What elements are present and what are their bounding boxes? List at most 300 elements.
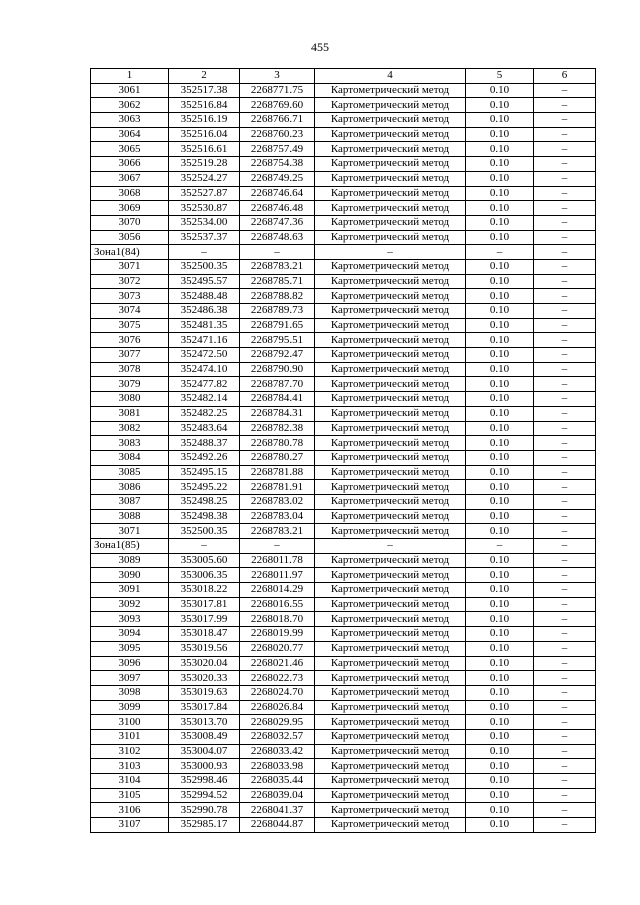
x-coordinate-cell: 352516.61 xyxy=(169,142,240,157)
table-row xyxy=(91,421,596,436)
method-cell: Картометрический метод xyxy=(315,392,466,407)
y-coordinate-cell: 2268747.36 xyxy=(240,215,315,230)
accuracy-cell: 0.10 xyxy=(466,421,534,436)
accuracy-cell: 0.10 xyxy=(466,774,534,789)
note-cell: – xyxy=(534,245,596,260)
x-coordinate-cell: – xyxy=(169,245,240,260)
y-coordinate-cell: 2268795.51 xyxy=(240,333,315,348)
x-coordinate-cell: 352516.19 xyxy=(169,113,240,128)
method-cell: Картометрический метод xyxy=(315,568,466,583)
method-cell: Картометрический метод xyxy=(315,715,466,730)
y-coordinate-cell: 2268783.21 xyxy=(240,259,315,274)
note-cell: – xyxy=(534,671,596,686)
table-row xyxy=(91,715,596,730)
y-coordinate-cell: 2268789.73 xyxy=(240,304,315,319)
note-cell: – xyxy=(534,685,596,700)
note-cell: – xyxy=(534,201,596,216)
point-number-cell: 3064 xyxy=(91,127,169,142)
point-number-cell: 3100 xyxy=(91,715,169,730)
method-cell: Картометрический метод xyxy=(315,215,466,230)
x-coordinate-cell: 352474.10 xyxy=(169,362,240,377)
column-header-2: 2 xyxy=(169,69,240,84)
x-coordinate-cell: 352472.50 xyxy=(169,348,240,363)
note-cell: – xyxy=(534,583,596,598)
point-number-cell: 3103 xyxy=(91,759,169,774)
note-cell: – xyxy=(534,215,596,230)
x-coordinate-cell: 352495.15 xyxy=(169,465,240,480)
y-coordinate-cell: 2268788.82 xyxy=(240,289,315,304)
y-coordinate-cell: 2268033.98 xyxy=(240,759,315,774)
point-number-cell: 3086 xyxy=(91,480,169,495)
note-cell: – xyxy=(534,553,596,568)
y-coordinate-cell: 2268033.42 xyxy=(240,744,315,759)
y-coordinate-cell: 2268792.47 xyxy=(240,348,315,363)
page-number: 455 xyxy=(311,40,329,54)
point-number-cell: 3087 xyxy=(91,494,169,509)
point-number-cell: 3056 xyxy=(91,230,169,245)
y-coordinate-cell: 2268016.55 xyxy=(240,597,315,612)
method-cell: Картометрический метод xyxy=(315,656,466,671)
method-cell: Картометрический метод xyxy=(315,377,466,392)
point-number-cell: 3106 xyxy=(91,803,169,818)
x-coordinate-cell: 352498.38 xyxy=(169,509,240,524)
y-coordinate-cell: 2268771.75 xyxy=(240,83,315,98)
y-coordinate-cell: 2268785.71 xyxy=(240,274,315,289)
note-cell: – xyxy=(534,289,596,304)
point-number-cell: 3091 xyxy=(91,583,169,598)
zone-label-cell: Зона1(84) xyxy=(91,245,169,260)
y-coordinate-cell: 2268787.70 xyxy=(240,377,315,392)
accuracy-cell: 0.10 xyxy=(466,818,534,833)
method-cell: Картометрический метод xyxy=(315,289,466,304)
method-cell: Картометрический метод xyxy=(315,700,466,715)
note-cell: – xyxy=(534,392,596,407)
y-coordinate-cell: 2268783.04 xyxy=(240,509,315,524)
table-row xyxy=(91,759,596,774)
y-coordinate-cell: 2268757.49 xyxy=(240,142,315,157)
point-number-cell: 3075 xyxy=(91,318,169,333)
y-coordinate-cell: 2268791.65 xyxy=(240,318,315,333)
accuracy-cell: 0.10 xyxy=(466,83,534,98)
table-row xyxy=(91,774,596,789)
method-cell: Картометрический метод xyxy=(315,127,466,142)
table-row xyxy=(91,788,596,803)
point-number-cell: 3074 xyxy=(91,304,169,319)
accuracy-cell: 0.10 xyxy=(466,788,534,803)
method-cell: Картометрический метод xyxy=(315,142,466,157)
x-coordinate-cell: 352524.27 xyxy=(169,171,240,186)
note-cell: – xyxy=(534,348,596,363)
y-coordinate-cell: 2268783.21 xyxy=(240,524,315,539)
x-coordinate-cell: 353017.84 xyxy=(169,700,240,715)
point-number-cell: 3090 xyxy=(91,568,169,583)
accuracy-cell: 0.10 xyxy=(466,377,534,392)
accuracy-cell: 0.10 xyxy=(466,127,534,142)
method-cell: Картометрический метод xyxy=(315,465,466,480)
accuracy-cell: 0.10 xyxy=(466,333,534,348)
note-cell: – xyxy=(534,729,596,744)
table-row xyxy=(91,304,596,319)
accuracy-cell: 0.10 xyxy=(466,392,534,407)
x-coordinate-cell: 352483.64 xyxy=(169,421,240,436)
method-cell: Картометрический метод xyxy=(315,818,466,833)
method-cell: Картометрический метод xyxy=(315,524,466,539)
point-number-cell: 3076 xyxy=(91,333,169,348)
zone-header-row xyxy=(91,539,596,554)
method-cell: Картометрический метод xyxy=(315,230,466,245)
table-row xyxy=(91,215,596,230)
accuracy-cell: 0.10 xyxy=(466,142,534,157)
accuracy-cell: 0.10 xyxy=(466,274,534,289)
method-cell: Картометрический метод xyxy=(315,671,466,686)
method-cell: Картометрический метод xyxy=(315,759,466,774)
accuracy-cell: 0.10 xyxy=(466,685,534,700)
table-row xyxy=(91,803,596,818)
point-number-cell: 3062 xyxy=(91,98,169,113)
y-coordinate-cell: 2268754.38 xyxy=(240,157,315,172)
x-coordinate-cell: 352537.37 xyxy=(169,230,240,245)
point-number-cell: 3079 xyxy=(91,377,169,392)
point-number-cell: 3069 xyxy=(91,201,169,216)
y-coordinate-cell: 2268029.95 xyxy=(240,715,315,730)
table-row xyxy=(91,436,596,451)
table-row xyxy=(91,744,596,759)
accuracy-cell: 0.10 xyxy=(466,715,534,730)
zone-header-row xyxy=(91,245,596,260)
point-number-cell: 3061 xyxy=(91,83,169,98)
accuracy-cell: 0.10 xyxy=(466,671,534,686)
accuracy-cell: 0.10 xyxy=(466,406,534,421)
x-coordinate-cell: 353019.56 xyxy=(169,641,240,656)
table-row xyxy=(91,509,596,524)
note-cell: – xyxy=(534,362,596,377)
table-row xyxy=(91,259,596,274)
column-header-1: 1 xyxy=(91,69,169,84)
note-cell: – xyxy=(534,333,596,348)
table-row xyxy=(91,494,596,509)
accuracy-cell: 0.10 xyxy=(466,171,534,186)
accuracy-cell: 0.10 xyxy=(466,803,534,818)
point-number-cell: 3104 xyxy=(91,774,169,789)
note-cell: – xyxy=(534,450,596,465)
x-coordinate-cell: 352516.84 xyxy=(169,98,240,113)
table-row xyxy=(91,406,596,421)
x-coordinate-cell: 353018.22 xyxy=(169,583,240,598)
method-cell: Картометрический метод xyxy=(315,641,466,656)
method-cell: Картометрический метод xyxy=(315,304,466,319)
accuracy-cell: 0.10 xyxy=(466,494,534,509)
y-coordinate-cell: 2268041.37 xyxy=(240,803,315,818)
table-row xyxy=(91,186,596,201)
column-header-4: 4 xyxy=(315,69,466,84)
table-row xyxy=(91,700,596,715)
accuracy-cell: 0.10 xyxy=(466,304,534,319)
note-cell: – xyxy=(534,627,596,642)
table-row xyxy=(91,171,596,186)
point-number-cell: 3071 xyxy=(91,259,169,274)
note-cell: – xyxy=(534,259,596,274)
method-cell: Картометрический метод xyxy=(315,421,466,436)
x-coordinate-cell: 353013.70 xyxy=(169,715,240,730)
point-number-cell: 3068 xyxy=(91,186,169,201)
y-coordinate-cell: 2268044.87 xyxy=(240,818,315,833)
accuracy-cell: 0.10 xyxy=(466,465,534,480)
note-cell: – xyxy=(534,803,596,818)
table-row xyxy=(91,729,596,744)
accuracy-cell: 0.10 xyxy=(466,186,534,201)
accuracy-cell: 0.10 xyxy=(466,568,534,583)
y-coordinate-cell: 2268760.23 xyxy=(240,127,315,142)
x-coordinate-cell: 352498.25 xyxy=(169,494,240,509)
note-cell: – xyxy=(534,465,596,480)
y-coordinate-cell: 2268781.88 xyxy=(240,465,315,480)
x-coordinate-cell: 353017.81 xyxy=(169,597,240,612)
note-cell: – xyxy=(534,171,596,186)
y-coordinate-cell: 2268026.84 xyxy=(240,700,315,715)
table-row xyxy=(91,392,596,407)
method-cell: Картометрический метод xyxy=(315,98,466,113)
note-cell: – xyxy=(534,715,596,730)
accuracy-cell: 0.10 xyxy=(466,436,534,451)
y-coordinate-cell: 2268021.46 xyxy=(240,656,315,671)
accuracy-cell: 0.10 xyxy=(466,230,534,245)
x-coordinate-cell: 352994.52 xyxy=(169,788,240,803)
point-number-cell: 3072 xyxy=(91,274,169,289)
method-cell: Картометрический метод xyxy=(315,450,466,465)
accuracy-cell: 0.10 xyxy=(466,201,534,216)
note-cell: – xyxy=(534,700,596,715)
method-cell: Картометрический метод xyxy=(315,583,466,598)
point-number-cell: 3084 xyxy=(91,450,169,465)
note-cell: – xyxy=(534,788,596,803)
table-row xyxy=(91,450,596,465)
x-coordinate-cell: 352481.35 xyxy=(169,318,240,333)
note-cell: – xyxy=(534,744,596,759)
y-coordinate-cell: 2268748.63 xyxy=(240,230,315,245)
method-cell: Картометрический метод xyxy=(315,553,466,568)
note-cell: – xyxy=(534,436,596,451)
x-coordinate-cell: 352495.22 xyxy=(169,480,240,495)
method-cell: Картометрический метод xyxy=(315,171,466,186)
accuracy-cell: 0.10 xyxy=(466,157,534,172)
note-cell: – xyxy=(534,406,596,421)
note-cell: – xyxy=(534,509,596,524)
y-coordinate-cell: 2268784.41 xyxy=(240,392,315,407)
accuracy-cell: 0.10 xyxy=(466,744,534,759)
accuracy-cell: 0.10 xyxy=(466,612,534,627)
y-coordinate-cell: – xyxy=(240,245,315,260)
table-body xyxy=(91,83,596,832)
point-number-cell: 3083 xyxy=(91,436,169,451)
table-row xyxy=(91,568,596,583)
note-cell: – xyxy=(534,818,596,833)
point-number-cell: 3085 xyxy=(91,465,169,480)
point-number-cell: 3102 xyxy=(91,744,169,759)
method-cell: Картометрический метод xyxy=(315,612,466,627)
x-coordinate-cell: 352516.04 xyxy=(169,127,240,142)
table-row xyxy=(91,656,596,671)
note-cell: – xyxy=(534,127,596,142)
y-coordinate-cell: 2268011.78 xyxy=(240,553,315,568)
table-row xyxy=(91,685,596,700)
accuracy-cell: 0.10 xyxy=(466,700,534,715)
y-coordinate-cell: 2268769.60 xyxy=(240,98,315,113)
note-cell: – xyxy=(534,113,596,128)
table-row xyxy=(91,318,596,333)
note-cell: – xyxy=(534,377,596,392)
x-coordinate-cell: 352990.78 xyxy=(169,803,240,818)
table-row xyxy=(91,362,596,377)
y-coordinate-cell: 2268019.99 xyxy=(240,627,315,642)
point-number-cell: 3101 xyxy=(91,729,169,744)
note-cell: – xyxy=(534,568,596,583)
x-coordinate-cell: 353006.35 xyxy=(169,568,240,583)
table-row xyxy=(91,524,596,539)
method-cell: Картометрический метод xyxy=(315,157,466,172)
x-coordinate-cell: 352527.87 xyxy=(169,186,240,201)
y-coordinate-cell: 2268018.70 xyxy=(240,612,315,627)
point-number-cell: 3081 xyxy=(91,406,169,421)
point-number-cell: 3096 xyxy=(91,656,169,671)
y-coordinate-cell: 2268746.64 xyxy=(240,186,315,201)
accuracy-cell: 0.10 xyxy=(466,362,534,377)
method-cell: Картометрический метод xyxy=(315,201,466,216)
y-coordinate-cell: 2268032.57 xyxy=(240,729,315,744)
y-coordinate-cell: 2268039.04 xyxy=(240,788,315,803)
y-coordinate-cell: 2268790.90 xyxy=(240,362,315,377)
method-cell: Картометрический метод xyxy=(315,348,466,363)
accuracy-cell: – xyxy=(466,539,534,554)
point-number-cell: 3105 xyxy=(91,788,169,803)
point-number-cell: 3071 xyxy=(91,524,169,539)
note-cell: – xyxy=(534,157,596,172)
point-number-cell: 3094 xyxy=(91,627,169,642)
point-number-cell: 3073 xyxy=(91,289,169,304)
table-row xyxy=(91,377,596,392)
accuracy-cell: 0.10 xyxy=(466,259,534,274)
table-row xyxy=(91,113,596,128)
point-number-cell: 3082 xyxy=(91,421,169,436)
point-number-cell: 3065 xyxy=(91,142,169,157)
method-cell: Картометрический метод xyxy=(315,685,466,700)
table-row xyxy=(91,612,596,627)
y-coordinate-cell: 2268024.70 xyxy=(240,685,315,700)
point-number-cell: 3080 xyxy=(91,392,169,407)
accuracy-cell: 0.10 xyxy=(466,113,534,128)
y-coordinate-cell: 2268749.25 xyxy=(240,171,315,186)
accuracy-cell: 0.10 xyxy=(466,583,534,598)
x-coordinate-cell: 352482.25 xyxy=(169,406,240,421)
accuracy-cell: 0.10 xyxy=(466,215,534,230)
point-number-cell: 3063 xyxy=(91,113,169,128)
point-number-cell: 3067 xyxy=(91,171,169,186)
y-coordinate-cell: 2268784.31 xyxy=(240,406,315,421)
note-cell: – xyxy=(534,98,596,113)
method-cell: Картометрический метод xyxy=(315,186,466,201)
table-row xyxy=(91,583,596,598)
x-coordinate-cell: 352519.28 xyxy=(169,157,240,172)
method-cell: Картометрический метод xyxy=(315,436,466,451)
table-row xyxy=(91,201,596,216)
method-cell: Картометрический метод xyxy=(315,274,466,289)
note-cell: – xyxy=(534,318,596,333)
method-cell: Картометрический метод xyxy=(315,113,466,128)
table-row xyxy=(91,127,596,142)
method-cell: Картометрический метод xyxy=(315,627,466,642)
x-coordinate-cell: 352500.35 xyxy=(169,524,240,539)
coordinates-table xyxy=(90,68,596,833)
accuracy-cell: 0.10 xyxy=(466,450,534,465)
table-row xyxy=(91,98,596,113)
x-coordinate-cell: 352495.57 xyxy=(169,274,240,289)
y-coordinate-cell: 2268766.71 xyxy=(240,113,315,128)
table-row xyxy=(91,274,596,289)
table-row xyxy=(91,480,596,495)
zone-label-cell: Зона1(85) xyxy=(91,539,169,554)
y-coordinate-cell: 2268781.91 xyxy=(240,480,315,495)
note-cell: – xyxy=(534,774,596,789)
table-row xyxy=(91,157,596,172)
table-row xyxy=(91,465,596,480)
accuracy-cell: 0.10 xyxy=(466,627,534,642)
table-row xyxy=(91,348,596,363)
table-row xyxy=(91,230,596,245)
x-coordinate-cell: 352534.00 xyxy=(169,215,240,230)
x-coordinate-cell: 352530.87 xyxy=(169,201,240,216)
method-cell: Картометрический метод xyxy=(315,788,466,803)
table-row xyxy=(91,641,596,656)
column-header-3: 3 xyxy=(240,69,315,84)
accuracy-cell: 0.10 xyxy=(466,641,534,656)
method-cell: Картометрический метод xyxy=(315,480,466,495)
note-cell: – xyxy=(534,524,596,539)
y-coordinate-cell: 2268022.73 xyxy=(240,671,315,686)
note-cell: – xyxy=(534,186,596,201)
point-number-cell: 3077 xyxy=(91,348,169,363)
x-coordinate-cell: 352985.17 xyxy=(169,818,240,833)
method-cell: Картометрический метод xyxy=(315,259,466,274)
accuracy-cell: 0.10 xyxy=(466,98,534,113)
accuracy-cell: 0.10 xyxy=(466,524,534,539)
method-cell: Картометрический метод xyxy=(315,509,466,524)
point-number-cell: 3089 xyxy=(91,553,169,568)
x-coordinate-cell: 352471.16 xyxy=(169,333,240,348)
accuracy-cell: 0.10 xyxy=(466,553,534,568)
y-coordinate-cell: 2268782.38 xyxy=(240,421,315,436)
x-coordinate-cell: 353005.60 xyxy=(169,553,240,568)
method-cell: Картометрический метод xyxy=(315,729,466,744)
note-cell: – xyxy=(534,83,596,98)
table-row xyxy=(91,83,596,98)
point-number-cell: 3066 xyxy=(91,157,169,172)
x-coordinate-cell: 352488.48 xyxy=(169,289,240,304)
x-coordinate-cell: 352500.35 xyxy=(169,259,240,274)
y-coordinate-cell: 2268780.27 xyxy=(240,450,315,465)
y-coordinate-cell: 2268035.44 xyxy=(240,774,315,789)
note-cell: – xyxy=(534,274,596,289)
note-cell: – xyxy=(534,421,596,436)
point-number-cell: 3078 xyxy=(91,362,169,377)
y-coordinate-cell: 2268020.77 xyxy=(240,641,315,656)
y-coordinate-cell: – xyxy=(240,539,315,554)
table-row xyxy=(91,289,596,304)
accuracy-cell: 0.10 xyxy=(466,729,534,744)
x-coordinate-cell: 353020.04 xyxy=(169,656,240,671)
accuracy-cell: 0.10 xyxy=(466,289,534,304)
table-row xyxy=(91,818,596,833)
x-coordinate-cell: 352477.82 xyxy=(169,377,240,392)
point-number-cell: 3088 xyxy=(91,509,169,524)
